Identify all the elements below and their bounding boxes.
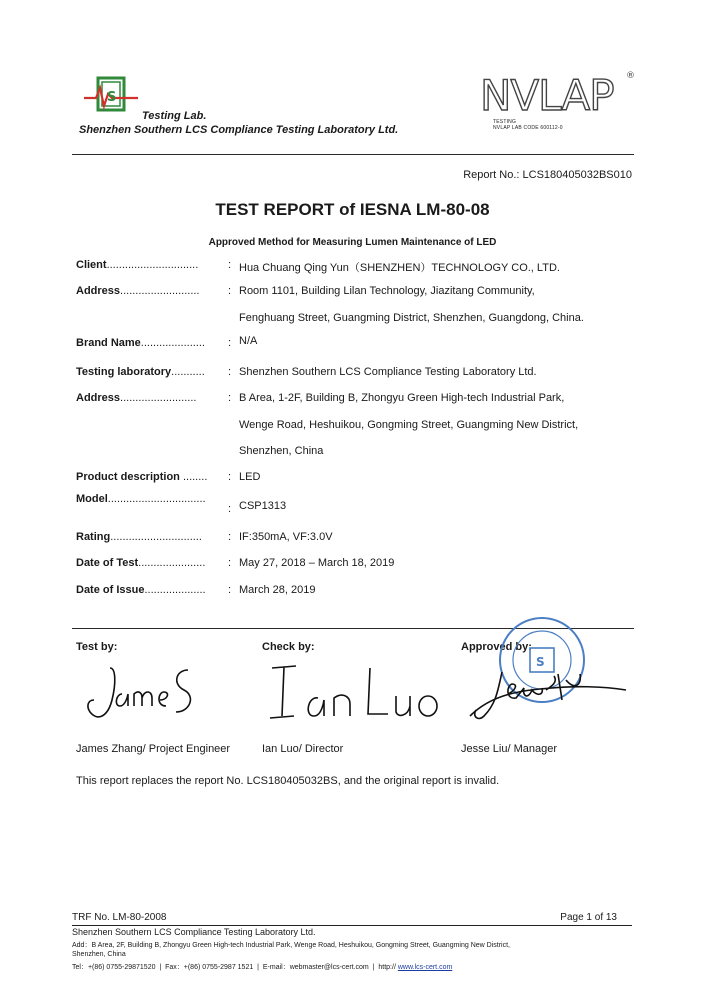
- trf-number: TRF No. LM-80-2008: [72, 912, 167, 923]
- check-by-name: Ian Luo/ Director: [262, 743, 344, 755]
- model-label: Model................................: [76, 493, 206, 505]
- footer-http: http://: [378, 964, 396, 971]
- lab-address-label: Address.........................: [76, 392, 197, 404]
- lab-address-line3: Shenzhen, China: [239, 445, 324, 457]
- colon: :: [228, 259, 232, 271]
- approved-by-label: Approved by:: [461, 641, 532, 653]
- lab-label: Testing Lab.: [142, 110, 207, 122]
- model-value: CSP1313: [239, 500, 287, 512]
- colon: :: [228, 557, 232, 569]
- client-address-label: Address..........................: [76, 285, 200, 297]
- testing-lab-label: Testing laboratory...........: [76, 366, 205, 378]
- nvlap-code: TESTING NVLAP LAB CODE 600112-0: [493, 119, 563, 131]
- colon: :: [228, 285, 232, 297]
- date-of-issue-label: Date of Issue....................: [76, 584, 206, 596]
- footer-contact: Tel：+(86) 0755-29871520 | Fax：+(86) 0755-2987 1521 | E-mail：webmaster@lcs-cert.com | http:// www.lcs-cert.com: [72, 964, 453, 971]
- rating-value: IF:350mA, VF:3.0V: [239, 531, 333, 543]
- colon: :: [228, 366, 232, 378]
- product-label: Product description ........: [76, 471, 208, 483]
- signature-james: [72, 654, 222, 734]
- svg-text:®: ®: [626, 71, 635, 81]
- lab-address-line2: Wenge Road, Heshuikou, Gongming Street, Guangming New District,: [239, 419, 579, 431]
- date-of-test-value: May 27, 2018 – March 18, 2019: [239, 557, 395, 569]
- lab-name: Shenzhen Southern LCS Compliance Testing Laboratory Ltd.: [79, 124, 399, 136]
- signature-jesse: [462, 660, 632, 728]
- check-by-label: Check by:: [262, 641, 315, 653]
- client-label: Client..............................: [76, 259, 199, 271]
- colon: :: [228, 503, 232, 515]
- footer-tel: Tel：+(86) 0755-29871520: [72, 964, 156, 971]
- svg-text:S: S: [536, 655, 545, 669]
- colon: :: [228, 531, 232, 543]
- testing-lab-value: Shenzhen Southern LCS Compliance Testing Laboratory Ltd.: [239, 366, 537, 378]
- date-of-issue-value: March 28, 2019: [239, 584, 316, 596]
- product-value: LED: [239, 471, 261, 483]
- client-address-line2: Fenghuang Street, Guangming District, Shenzhen, Guangdong, China.: [239, 312, 584, 324]
- header-divider: [72, 154, 634, 155]
- report-number: Report No.: LCS180405032BS010: [463, 169, 632, 181]
- test-by-name: James Zhang/ Project Engineer: [76, 743, 231, 755]
- replacement-note: This report replaces the report No. LCS180405032BS, and the original report is invalid.: [76, 775, 500, 787]
- colon: :: [228, 337, 232, 349]
- signature-ian-luo: [262, 656, 462, 728]
- svg-text:NVLAP: NVLAP: [480, 71, 614, 120]
- page-number: Page 1 of 13: [560, 912, 617, 923]
- footer-website-link[interactable]: www.lcs-cert.com: [397, 964, 453, 971]
- svg-text:S: S: [107, 90, 117, 105]
- rating-label: Rating..............................: [76, 531, 202, 543]
- report-title: TEST REPORT of IESNA LM-80-08: [215, 200, 490, 219]
- test-by-label: Test by:: [76, 641, 118, 653]
- lcs-logo-icon: [84, 74, 138, 118]
- colon: :: [228, 584, 232, 596]
- client-value: Hua Chuang Qing Yun（SHENZHEN）TECHNOLOGY CO., LTD.: [239, 262, 560, 274]
- footer-fax: Fax：+(86) 0755-2987 1521: [165, 964, 254, 971]
- client-address-line1: Room 1101, Building Lilan Technology, Jiazitang Community,: [239, 285, 535, 297]
- brand-label: Brand Name.....................: [76, 337, 205, 349]
- lab-address-line1: B Area, 1-2F, Building B, Zhongyu Green High-tech Industrial Park,: [239, 392, 565, 404]
- nvlap-logo-icon: [478, 66, 638, 126]
- colon: :: [228, 392, 232, 404]
- footer-email: E-mail：webmaster@lcs-cert.com: [262, 964, 369, 971]
- report-subtitle: Approved Method for Measuring Lumen Maintenance of LED: [208, 237, 497, 248]
- date-of-test-label: Date of Test......................: [76, 557, 206, 569]
- footer-address-line2: Shenzhen, China: [72, 951, 126, 958]
- footer-divider: [72, 925, 632, 926]
- brand-value: N/A: [239, 335, 258, 347]
- footer-address-line1: Add：B Area, 2F, Building B, Zhongyu Green High-tech Industrial Park, Wenge Road, Heshuikou, Gongming Street, Guangming New District,: [72, 942, 510, 949]
- colon: :: [228, 471, 232, 483]
- footer-lab-name: Shenzhen Southern LCS Compliance Testing Laboratory Ltd.: [72, 927, 316, 937]
- approved-by-name: Jesse Liu/ Manager: [461, 743, 557, 755]
